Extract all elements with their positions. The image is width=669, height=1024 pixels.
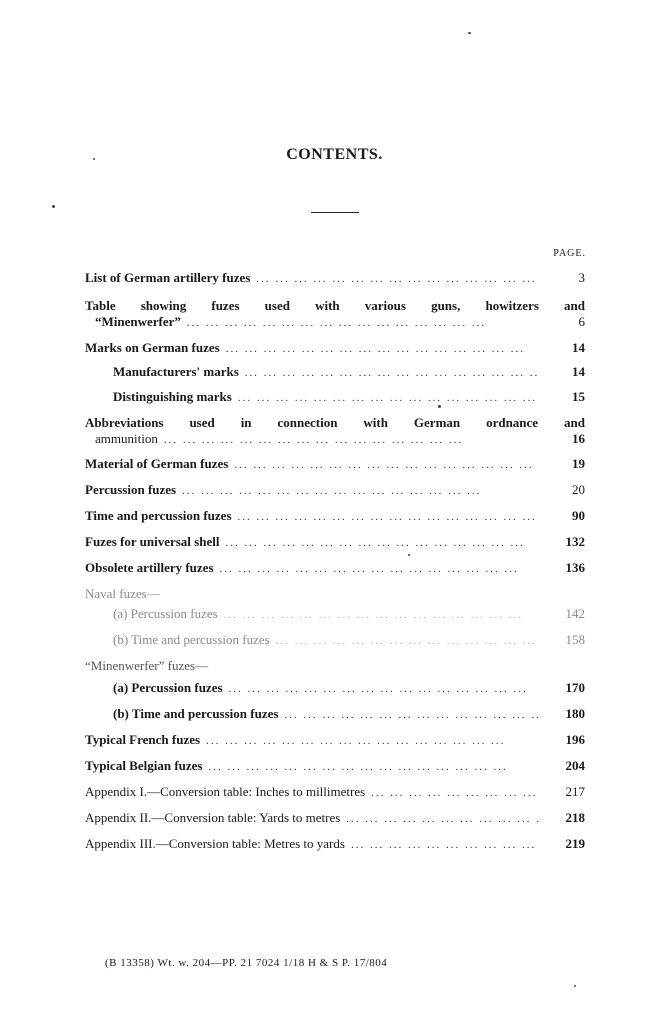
toc-entry-label-line1: Table showing fuzes used with various guns, howitzers and — [85, 298, 585, 313]
scan-speck — [408, 554, 410, 556]
scan-speck — [574, 985, 576, 987]
toc-entry-page: 217 — [565, 784, 585, 799]
toc-section-naval — [85, 586, 585, 602]
toc-entry-manufacturers-marks — [85, 364, 585, 381]
toc-entry-label: Appendix III.—Conversion table: Metres to yards — [85, 836, 345, 851]
toc-entry-label-line1: Abbreviations used in connection with German ordnance and — [85, 415, 585, 430]
toc-entry-universal-shell — [85, 534, 585, 551]
toc-entry-page: 132 — [565, 534, 585, 549]
toc-entry-label: Obsolete artillery fuzes — [85, 560, 214, 575]
toc-entry-abbreviations — [85, 415, 585, 448]
toc-entry-label: Material of German fuzes — [85, 456, 229, 471]
leader-dots — [371, 785, 539, 801]
scan-speck — [52, 205, 55, 208]
toc-entry-distinguishing-marks — [85, 389, 585, 406]
leader-dots — [276, 633, 539, 649]
toc-entry-page: 3 — [578, 270, 585, 285]
leader-dots — [208, 759, 539, 775]
toc-entry-belgian — [85, 758, 585, 775]
toc-entry-page: 20 — [572, 482, 585, 497]
toc-entry-label-line2: ammunition — [95, 431, 158, 446]
toc-entry-page: 158 — [565, 632, 585, 647]
leader-dots — [220, 561, 539, 577]
leader-dots — [206, 733, 539, 749]
scan-speck — [468, 32, 471, 34]
toc-entry-artillery-fuzes — [85, 270, 585, 287]
leader-dots — [226, 341, 539, 357]
toc-entry-label: (b) Time and percussion fuzes — [113, 706, 279, 721]
toc-entry-page: 180 — [565, 706, 585, 721]
toc-entry-label: Appendix I.—Conversion table: Inches to millimetres — [85, 784, 366, 799]
toc-entry-label: Fuzes for universal shell — [85, 534, 220, 549]
toc-entry-percussion — [85, 482, 585, 499]
toc-entry-material — [85, 456, 585, 473]
toc-entry-label: Marks on German fuzes — [85, 340, 220, 355]
toc-entry-appendix-1 — [85, 784, 585, 801]
leader-dots — [229, 681, 539, 697]
toc-entry-page: 19 — [572, 456, 585, 471]
toc-entry-label-line2: “Minenwerfer” — [95, 314, 181, 329]
toc-entry-obsolete — [85, 560, 585, 577]
toc-section-label: “Minenwerfer” fuzes— — [85, 658, 209, 673]
toc-entry-label: Typical French fuzes — [85, 732, 201, 747]
page-title: CONTENTS. — [286, 146, 383, 163]
toc-section-minenwerfer — [85, 658, 585, 674]
toc-entry-label: (b) Time and percussion fuzes — [113, 632, 270, 647]
toc-entry-label: Manufacturers' marks — [113, 364, 239, 379]
toc-entry-label: Appendix II.—Conversion table: Yards to metres — [85, 810, 341, 825]
toc-entry-time-percussion — [85, 508, 585, 525]
toc-entry-page: 15 — [572, 389, 585, 404]
leader-dots — [234, 457, 539, 473]
toc-entry-page: 16 — [572, 431, 585, 446]
leader-dots — [346, 811, 539, 827]
toc-entry-page: 14 — [572, 340, 585, 355]
toc-entry-appendix-3 — [85, 836, 585, 853]
leader-dots — [164, 432, 539, 448]
toc-entry-label: (a) Percussion fuzes — [113, 680, 223, 695]
toc-entry-page: 218 — [565, 810, 585, 825]
leader-dots — [238, 509, 539, 525]
toc-entry-page: 204 — [565, 758, 585, 773]
toc-entry-page: 90 — [572, 508, 585, 523]
toc-entry-marks — [85, 340, 585, 357]
toc-entry-appendix-2 — [85, 810, 585, 827]
leader-dots — [351, 837, 539, 853]
leader-dots — [187, 315, 539, 331]
toc-entry-page: 196 — [565, 732, 585, 747]
toc-entry-minenwerfer-percussion — [85, 680, 585, 697]
page-column-heading: PAGE. — [553, 248, 586, 259]
toc-entry-page: 219 — [565, 836, 585, 851]
toc-entry-label: List of German artillery fuzes — [85, 270, 251, 285]
toc-entry-label: Typical Belgian fuzes — [85, 758, 203, 773]
printer-imprint: (B 13358) Wt. w. 204—PP. 21 7024 1/18 H & S P. 17/804 — [105, 957, 388, 969]
scan-speck — [438, 405, 441, 408]
toc-entry-label: Time and percussion fuzes — [85, 508, 232, 523]
leader-dots — [182, 483, 539, 499]
toc-entry-minenwerfer-time — [85, 706, 585, 723]
toc-entry-page: 170 — [565, 680, 585, 695]
leader-dots — [256, 271, 539, 287]
title-rule — [311, 212, 359, 213]
leader-dots — [224, 607, 539, 623]
toc-entry-page: 136 — [565, 560, 585, 575]
toc-entry-label: Percussion fuzes — [85, 482, 177, 497]
scan-speck — [93, 158, 95, 160]
toc-entry-naval-percussion — [85, 606, 585, 623]
toc-entry-page: 14 — [572, 364, 585, 379]
leader-dots — [225, 535, 539, 551]
toc-entry-naval-time — [85, 632, 585, 649]
leader-dots — [284, 707, 539, 723]
toc-entry-table-fuzes — [85, 298, 585, 331]
toc-entry-label: Distinguishing marks — [113, 389, 232, 404]
toc-entry-label: (a) Percussion fuzes — [113, 606, 218, 621]
toc-section-label: Naval fuzes— — [85, 586, 160, 601]
toc-entry-page: 6 — [578, 314, 585, 329]
leader-dots — [245, 365, 539, 381]
leader-dots — [238, 390, 539, 406]
toc-entry-page: 142 — [565, 606, 585, 621]
toc-entry-french — [85, 732, 585, 749]
